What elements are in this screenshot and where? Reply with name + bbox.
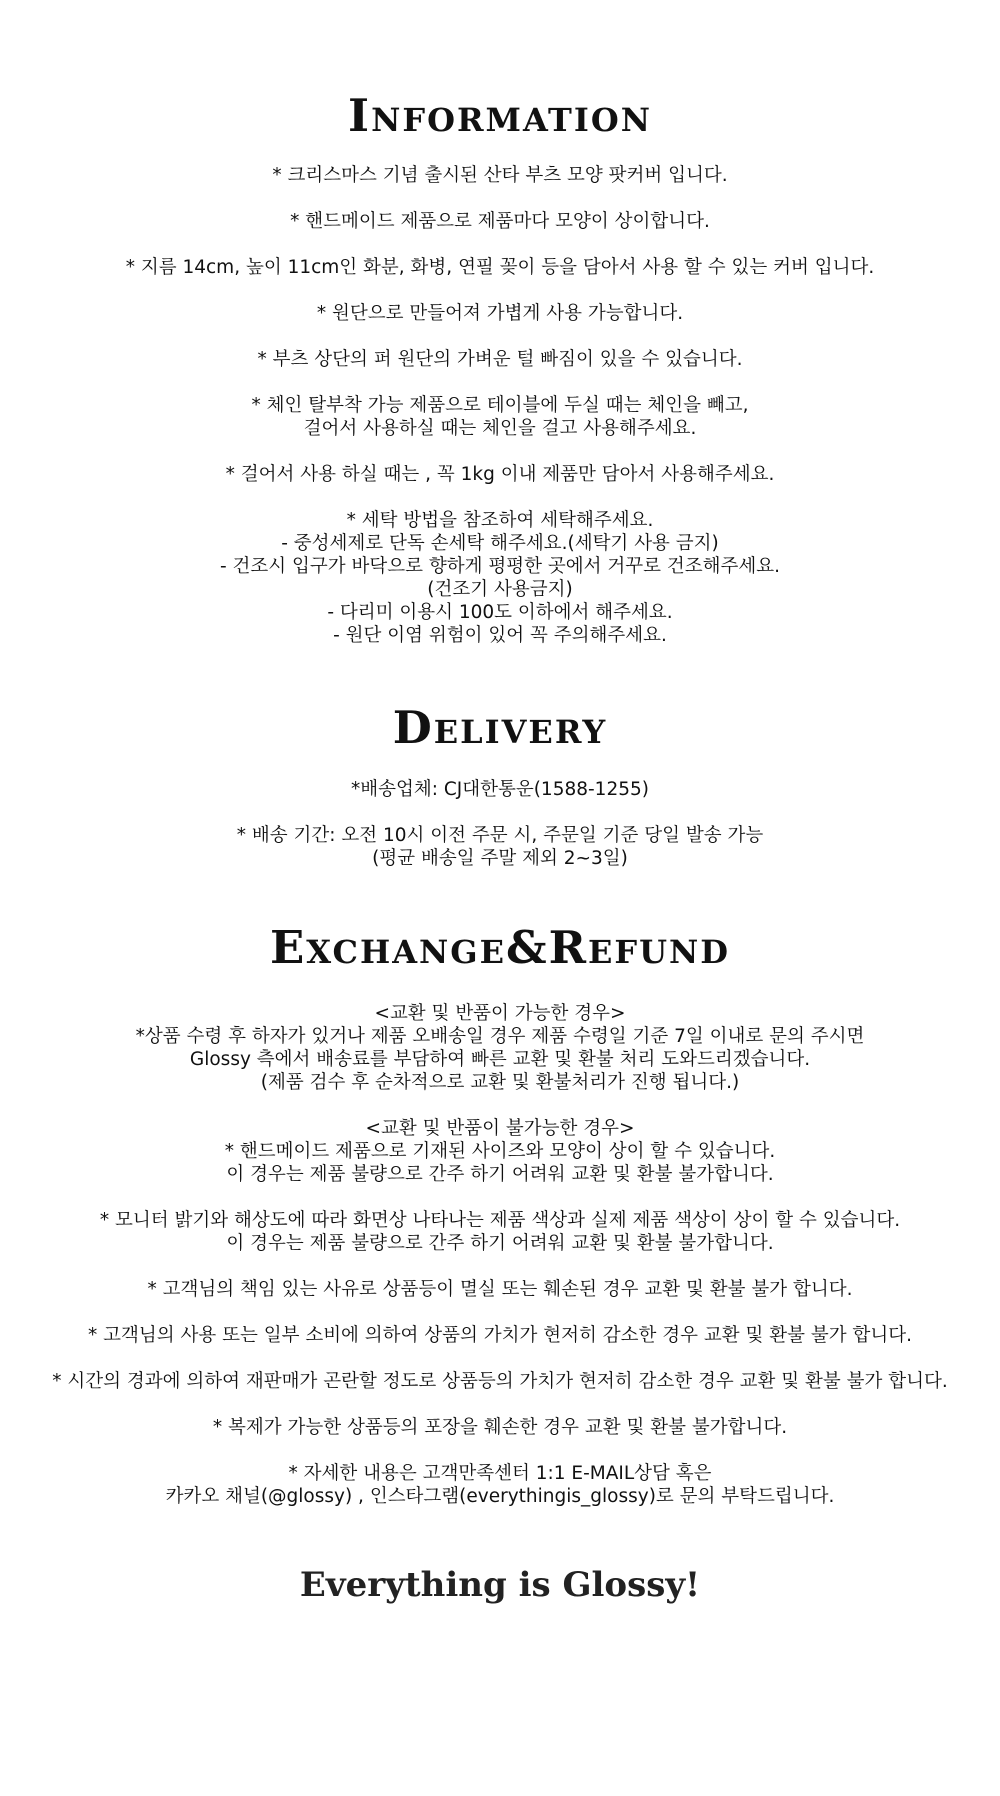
text-line: * 모니터 밝기와 해상도에 따라 화면상 나타나는 제품 색상과 실제 제품 색상이 상이 할 수 있습니다. xyxy=(99,1210,901,1231)
delivery-section xyxy=(0,700,1000,870)
text-line: - 중성세제로 단독 손세탁 해주세요.(세탁기 사용 금지) xyxy=(281,533,719,554)
text-line: * 세탁 방법을 참조하여 세탁해주세요. xyxy=(346,510,654,531)
paragraph-gap xyxy=(0,1347,1000,1370)
text-line: * 원단으로 만들어져 가볍게 사용 가능합니다. xyxy=(316,303,684,324)
text-line: *상품 수령 후 하자가 있거나 제품 오배송일 경우 제품 수령일 기준 7일 이내로 문의 주시면 xyxy=(135,1026,865,1047)
text-line: <교환 및 반품이 불가능한 경우> xyxy=(365,1118,635,1139)
text-line: - 건조시 입구가 바닥으로 향하게 평평한 곳에서 거꾸로 건조해주세요. xyxy=(220,556,780,577)
text-line: Glossy 측에서 배송료를 부담하여 빠른 교환 및 환불 처리 도와드리겠습니다. xyxy=(189,1049,811,1070)
text-line: (평균 배송일 주말 제외 2~3일) xyxy=(372,848,628,869)
text-line: * 자세한 내용은 고객만족센터 1:1 E-MAIL상담 혹은 xyxy=(288,1463,712,1484)
text-line: 이 경우는 제품 불량으로 간주 하기 어려워 교환 및 환불 불가합니다. xyxy=(226,1233,774,1254)
paragraph-gap xyxy=(0,279,1000,302)
paragraph-gap xyxy=(0,1393,1000,1416)
text-line: * 지름 14cm, 높이 11cm인 화분, 화병, 연필 꽂이 등을 담아서 사용 할 수 있는 커버 입니다. xyxy=(125,257,875,278)
text-line: - 다리미 이용시 100도 이하에서 해주세요. xyxy=(327,602,673,623)
text-line: * 복제가 가능한 상품등의 포장을 훼손한 경우 교환 및 환불 불가합니다. xyxy=(212,1417,788,1438)
paragraph-gap xyxy=(0,187,1000,210)
paragraph-gap xyxy=(0,233,1000,256)
paragraph-gap xyxy=(0,1094,1000,1117)
paragraph-gap xyxy=(0,801,1000,824)
delivery-heading: Delivery xyxy=(392,701,608,754)
text-line: (제품 검수 후 순차적으로 교환 및 환불처리가 진행 됩니다.) xyxy=(260,1072,740,1093)
paragraph-gap xyxy=(0,486,1000,509)
delivery-body xyxy=(0,778,1000,870)
text-line: * 고객님의 책임 있는 사유로 상품등이 멸실 또는 훼손된 경우 교환 및 환불 불가 합니다. xyxy=(147,1279,853,1300)
text-line: *배송업체: CJ대한통운(1588-1255) xyxy=(351,779,649,800)
information-section xyxy=(0,88,1000,647)
exchange-refund-section xyxy=(0,920,1000,1508)
paragraph-gap xyxy=(0,1255,1000,1278)
exchange-refund-body xyxy=(0,1002,1000,1508)
text-line: 카카오 채널(@glossy) , 인스타그램(everythingis_glossy)로 문의 부탁드립니다. xyxy=(165,1486,835,1507)
text-line: 이 경우는 제품 불량으로 간주 하기 어려워 교환 및 환불 불가합니다. xyxy=(226,1164,774,1185)
text-line: * 크리스마스 기념 출시된 산타 부츠 모양 팟커버 입니다. xyxy=(272,165,728,186)
text-line: 걸어서 사용하실 때는 체인을 걸고 사용해주세요. xyxy=(303,418,697,439)
paragraph-gap xyxy=(0,371,1000,394)
text-line: * 시간의 경과에 의하여 재판매가 곤란할 정도로 상품등의 가치가 현저히 감소한 경우 교환 및 환불 불가 합니다. xyxy=(52,1371,948,1392)
text-line: * 핸드메이드 제품으로 제품마다 모양이 상이합니다. xyxy=(290,211,710,232)
information-heading: Information xyxy=(348,89,652,142)
text-line: * 걸어서 사용 하실 때는 , 꼭 1kg 이내 제품만 담아서 사용해주세요. xyxy=(225,464,775,485)
text-line: * 고객님의 사용 또는 일부 소비에 의하여 상품의 가치가 현저히 감소한 경우 교환 및 환불 불가 합니다. xyxy=(87,1325,913,1346)
text-line: * 부츠 상단의 퍼 원단의 가벼운 털 빠짐이 있을 수 있습니다. xyxy=(257,349,743,370)
text-line: * 배송 기간: 오전 10시 이전 주문 시, 주문일 기준 당일 발송 가능 xyxy=(236,825,764,846)
text-line: <교환 및 반품이 가능한 경우> xyxy=(374,1003,626,1024)
brand-slogan: Everything is Glossy! xyxy=(299,1565,701,1605)
text-line: (건조기 사용금지) xyxy=(427,579,573,600)
text-line: - 원단 이염 위험이 있어 꼭 주의해주세요. xyxy=(333,625,667,646)
information-body xyxy=(0,164,1000,647)
text-line: * 체인 탈부착 가능 제품으로 테이블에 두실 때는 체인을 빼고, xyxy=(251,395,749,416)
paragraph-gap xyxy=(0,1439,1000,1462)
text-line: * 핸드메이드 제품으로 기재된 사이즈와 모양이 상이 할 수 있습니다. xyxy=(224,1141,776,1162)
paragraph-gap xyxy=(0,1301,1000,1324)
exchange-refund-heading: Exchange&Refund xyxy=(269,921,731,974)
paragraph-gap xyxy=(0,325,1000,348)
paragraph-gap xyxy=(0,1186,1000,1209)
paragraph-gap xyxy=(0,440,1000,463)
